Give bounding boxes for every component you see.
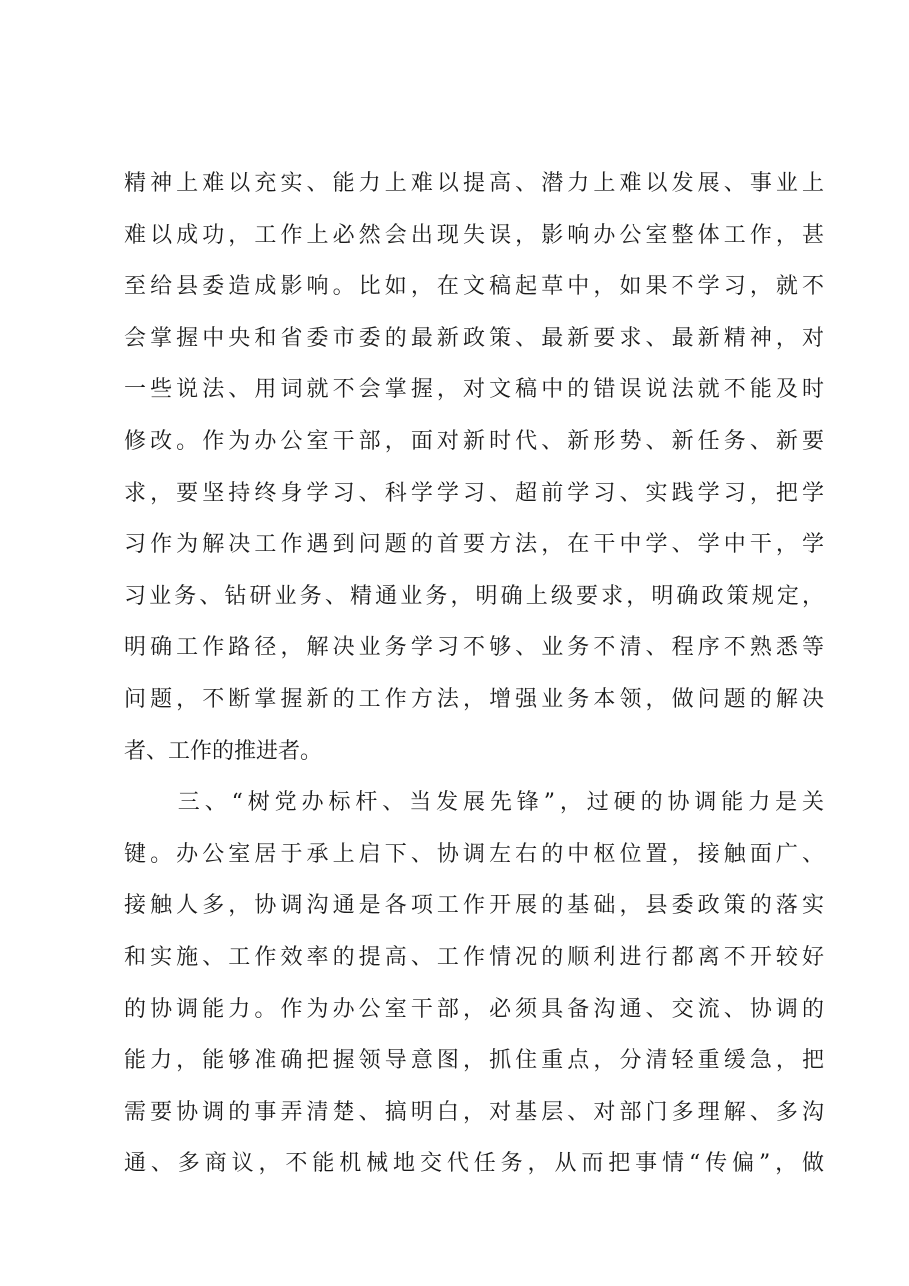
text-line: 能力，能够准确把握领导意图，抓住重点，分清轻重缓急，把	[124, 1048, 824, 1074]
text-line: 的协调能力。作为办公室干部，必须具备沟通、交流、协调的	[124, 996, 824, 1022]
text-line: 难以成功，工作上必然会出现失误，影响办公室整体工作，甚	[124, 222, 824, 248]
text-line: 修改。作为办公室干部，面对新时代、新形势、新任务、新要	[124, 428, 824, 454]
text-line: 求，要坚持终身学习、科学学习、超前学习、实践学习，把学	[124, 480, 824, 506]
text-line: 键。办公室居于承上启下、协调左右的中枢位置，接触面广、	[124, 841, 824, 867]
body-text	[124, 158, 824, 1190]
text-line: 接触人多，协调沟通是各项工作开展的基础，县委政策的落实	[124, 893, 824, 919]
text-line: 通、多商议，不能机械地交代任务，从而把事情“传偏”，做	[124, 1151, 824, 1177]
text-line: 需要协调的事弄清楚、搞明白，对基层、对部门多理解、多沟	[124, 1099, 824, 1125]
text-line: 和实施、工作效率的提高、工作情况的顺利进行都离不开较好	[124, 944, 824, 970]
text-line: 者、工作的推进者。	[124, 738, 323, 764]
text-line: 习作为解决工作遇到问题的首要方法，在干中学、学中干，学	[124, 532, 824, 558]
text-line: 会掌握中央和省委市委的最新政策、最新要求、最新精神，对	[124, 325, 824, 351]
text-line: 精神上难以充实、能力上难以提高、潜力上难以发展、事业上	[124, 171, 824, 196]
text-line: 至给县委造成影响。比如，在文稿起草中，如果不学习，就不	[124, 274, 824, 300]
text-line: 一些说法、用词就不会掌握，对文稿中的错误说法就不能及时	[124, 377, 824, 403]
text-line: 三、“树党办标杆、当发展先锋”，过硬的协调能力是关	[124, 790, 824, 816]
text-line: 明确工作路径，解决业务学习不够、业务不清、程序不熟悉等	[124, 635, 824, 661]
text-line: 习业务、钻研业务、精通业务，明确上级要求，明确政策规定，	[124, 583, 824, 609]
text-line: 问题，不断掌握新的工作方法，增强业务本领，做问题的解决	[124, 686, 824, 712]
